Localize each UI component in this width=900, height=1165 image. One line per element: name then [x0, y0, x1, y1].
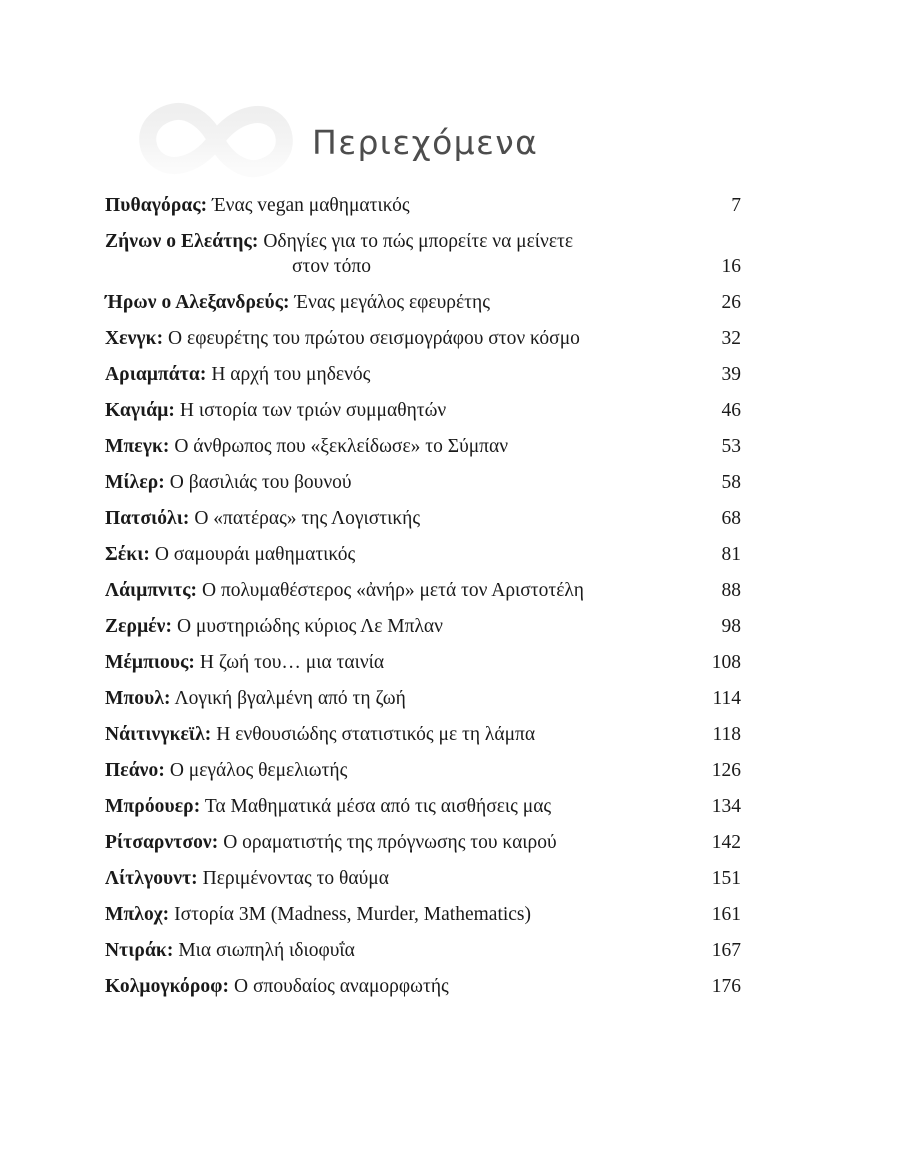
dot-leader [560, 808, 700, 809]
dot-leader [429, 520, 700, 521]
toc-entry-name: Μπρόουερ: [105, 796, 201, 818]
toc-entry-text [105, 434, 508, 459]
dot-leader [458, 988, 700, 989]
toc-page-number: 167 [711, 940, 741, 962]
toc-entry[interactable] [105, 362, 741, 387]
toc-entry-line [105, 398, 741, 423]
toc-entry-text [105, 794, 551, 819]
toc-page-number: 108 [711, 652, 741, 674]
toc-entry-name: Μίλερ: [105, 472, 165, 494]
toc-entry-line [105, 794, 741, 819]
toc-entry-line [105, 722, 741, 747]
dot-leader [566, 844, 700, 845]
toc-entry-description: Ο βασιλιάς του βουνού [169, 472, 352, 494]
toc-page-number: 81 [721, 544, 741, 566]
dot-leader [455, 412, 700, 413]
toc-entry-name: Μπλοχ: [105, 904, 170, 926]
toc-page-number: 53 [721, 436, 741, 458]
toc-entry-line [105, 830, 741, 855]
toc-entry-name: Καγιάμ: [105, 400, 175, 422]
toc-entry-text [105, 614, 443, 639]
dot-leader [361, 484, 700, 485]
toc-entry-line [105, 362, 741, 387]
toc-entry-text [105, 398, 446, 423]
toc-entry-description: Ο άνθρωπος που «ξεκλείδωσε» το Σύμπαν [174, 436, 509, 458]
toc-entry-description: Η ενθουσιώδης στατιστικός με τη λάμπα [216, 724, 536, 746]
toc-entry-name: Μέμπιους: [105, 652, 196, 674]
toc-page-number: 114 [712, 688, 741, 710]
toc-entry-name: Πατσιόλι: [105, 508, 190, 530]
dot-leader [380, 268, 700, 269]
dot-leader [499, 304, 700, 305]
toc-entry-description: Περιμένοντας το θαύμα [202, 868, 389, 890]
toc-entry[interactable] [105, 974, 741, 999]
toc-entry-name: Ήρων ο Αλεξανδρεύς: [105, 292, 290, 314]
dot-leader [544, 736, 700, 737]
toc-entry[interactable] [105, 470, 741, 495]
toc-page-number: 32 [721, 328, 741, 350]
dot-leader [356, 772, 700, 773]
toc-entry-description: Ο σπουδαίος αναμορφωτής [234, 976, 449, 998]
toc-entry-name: Ρίτσαρντσον: [105, 832, 219, 854]
toc-entry[interactable] [105, 434, 741, 459]
toc-entry[interactable] [105, 866, 741, 891]
toc-entry-description: Ο μυστηριώδης κύριος Λε Μπλαν [176, 616, 443, 638]
toc-entry-description: Ο σαμουράι μαθηματικός [154, 544, 356, 566]
toc-entry[interactable] [105, 794, 741, 819]
toc-entry[interactable] [105, 614, 741, 639]
toc-page-number: 134 [711, 796, 741, 818]
toc-entry-name: Ζήνων ο Ελεάτης: [105, 231, 259, 252]
toc-page-number: 7 [731, 195, 741, 216]
toc-entry-description: Ο πολυμαθέστερος «ἀνήρ» μετά τον Αριστοτέλη [202, 580, 584, 602]
toc-entry-line [105, 542, 741, 567]
dot-leader [415, 700, 700, 701]
toc-entry-description: Ο «πατέρας» της Λογιστικής [194, 508, 421, 530]
toc-entry-line [105, 470, 741, 495]
toc-entry-description: Οδηγίες για το πώς μπορείτε να μείνετε [263, 231, 574, 252]
dot-leader [364, 556, 700, 557]
toc-entry-name: Χενγκ: [105, 328, 164, 350]
toc-entry[interactable] [105, 193, 741, 218]
toc-page-number: 118 [712, 724, 741, 746]
toc-entry[interactable] [105, 578, 741, 603]
toc-entry-description: Ένας μεγάλος εφευρέτης [294, 292, 490, 314]
toc-entry-line [105, 193, 741, 218]
toc-entry-name: Λίτλγουντ: [105, 868, 198, 890]
toc-entry-name: Ζερμέν: [105, 616, 173, 638]
toc-entry-line [105, 254, 741, 279]
toc-entry-name: Ντιράκ: [105, 940, 174, 962]
dot-leader [419, 207, 700, 208]
toc-entry-text [105, 938, 355, 963]
toc-entry[interactable] [105, 229, 741, 280]
dot-leader [379, 376, 700, 377]
toc-page-number: 98 [721, 616, 741, 638]
toc-entry-line [105, 290, 741, 315]
toc-entry-name: Λάιμπνιτς: [105, 580, 198, 602]
toc-page-number: 176 [711, 976, 741, 998]
toc-page-number: 16 [721, 256, 741, 278]
toc-entry[interactable] [105, 902, 741, 927]
toc-entry-text [105, 650, 384, 675]
toc-entry-name: Μπουλ: [105, 688, 171, 710]
toc-entry-description: Τα Μαθηματικά μέσα από τις αισθήσεις μας [204, 796, 552, 818]
toc-entry-text [105, 578, 584, 603]
toc-entry-text [105, 974, 449, 999]
toc-entry[interactable] [105, 938, 741, 963]
dot-leader [364, 952, 700, 953]
toc-entry-text [105, 722, 535, 747]
table-of-contents [105, 193, 741, 1010]
toc-entry-name: Αριαμπάτα: [105, 364, 207, 386]
toc-page-number: 88 [721, 580, 741, 602]
toc-entry-text [105, 542, 355, 567]
toc-entry[interactable] [105, 650, 741, 675]
toc-page-number: 151 [711, 868, 741, 890]
toc-entry-description: Ο οραματιστής της πρόγνωσης του καιρού [223, 832, 557, 854]
toc-page-number: 126 [711, 760, 741, 782]
toc-entry-description: στον τόπο [292, 256, 371, 278]
infinity-icon [131, 92, 301, 188]
toc-entry-text [105, 758, 347, 783]
toc-entry-line [105, 229, 741, 254]
toc-entry-line [105, 614, 741, 639]
toc-entry-text [105, 470, 352, 495]
toc-page-number: 142 [711, 832, 741, 854]
toc-entry-text [105, 686, 406, 711]
toc-entry-description: Η ιστορία των τριών συμμαθητών [179, 400, 447, 422]
toc-entry-line [105, 434, 741, 459]
toc-entry-description: Μια σιωπηλή ιδιοφυΐα [178, 940, 355, 962]
toc-entry-line [105, 938, 741, 963]
toc-entry-description: Ο μεγάλος θεμελιωτής [169, 760, 348, 782]
toc-page-number: 39 [721, 364, 741, 386]
toc-entry-line [105, 650, 741, 675]
toc-entry-line [105, 686, 741, 711]
toc-entry-description: Η ζωή του… μια ταινία [199, 652, 385, 674]
toc-entry[interactable] [105, 830, 741, 855]
toc-entry-description: Ένας vegan μαθηματικός [212, 195, 410, 216]
dot-leader [589, 340, 700, 341]
toc-entry-text [105, 326, 580, 351]
toc-entry-name: Σέκι: [105, 544, 150, 566]
toc-entry-description: Ιστορία 3Μ (Madness, Murder, Mathematics) [174, 904, 532, 926]
toc-entry-text [105, 229, 573, 254]
toc-entry[interactable] [105, 398, 741, 423]
toc-entry-text [105, 506, 420, 531]
toc-entry-line [105, 866, 741, 891]
toc-entry[interactable] [105, 758, 741, 783]
toc-entry-name: Πυθαγόρας: [105, 195, 208, 216]
toc-entry-text [105, 830, 557, 855]
toc-page-number: 46 [721, 400, 741, 422]
dot-leader [540, 916, 700, 917]
page-header [0, 0, 900, 190]
toc-entry-text [105, 902, 531, 927]
toc-page-number: 26 [721, 292, 741, 314]
toc-entry-name: Μπεγκ: [105, 436, 170, 458]
page-title: Περιεχόμενα [312, 123, 539, 162]
toc-entry-line [105, 326, 741, 351]
toc-entry-line [105, 974, 741, 999]
toc-entry-description: Η αρχή του μηδενός [211, 364, 371, 386]
toc-entry-line [105, 902, 741, 927]
toc-entry[interactable] [105, 326, 741, 351]
toc-entry-name: Πεάνο: [105, 760, 165, 782]
toc-entry-line [105, 578, 741, 603]
toc-entry-description: Ο εφευρέτης του πρώτου σεισμογράφου στον κόσμο [168, 328, 580, 350]
toc-entry-name: Νάιτινγκεϊλ: [105, 724, 212, 746]
dot-leader [393, 664, 700, 665]
toc-entry-line [105, 758, 741, 783]
toc-page-number: 68 [721, 508, 741, 530]
toc-entry[interactable] [105, 722, 741, 747]
toc-entry-text [105, 866, 389, 891]
toc-entry-name: Κολμογκόροφ: [105, 976, 230, 998]
toc-entry-text [105, 290, 490, 315]
toc-entry[interactable] [105, 290, 741, 315]
dot-leader [452, 628, 700, 629]
dot-leader [398, 880, 700, 881]
toc-entry-line [105, 506, 741, 531]
toc-page-number: 161 [711, 904, 741, 926]
toc-entry-text [105, 254, 371, 279]
toc-entry[interactable] [105, 542, 741, 567]
toc-entry-text [105, 193, 410, 218]
toc-entry[interactable] [105, 506, 741, 531]
toc-entry-description: Λογική βγαλμένη από τη ζωή [174, 688, 406, 710]
dot-leader [593, 592, 700, 593]
toc-page-number: 58 [721, 472, 741, 494]
toc-entry[interactable] [105, 686, 741, 711]
dot-leader [517, 448, 700, 449]
toc-entry-text [105, 362, 370, 387]
